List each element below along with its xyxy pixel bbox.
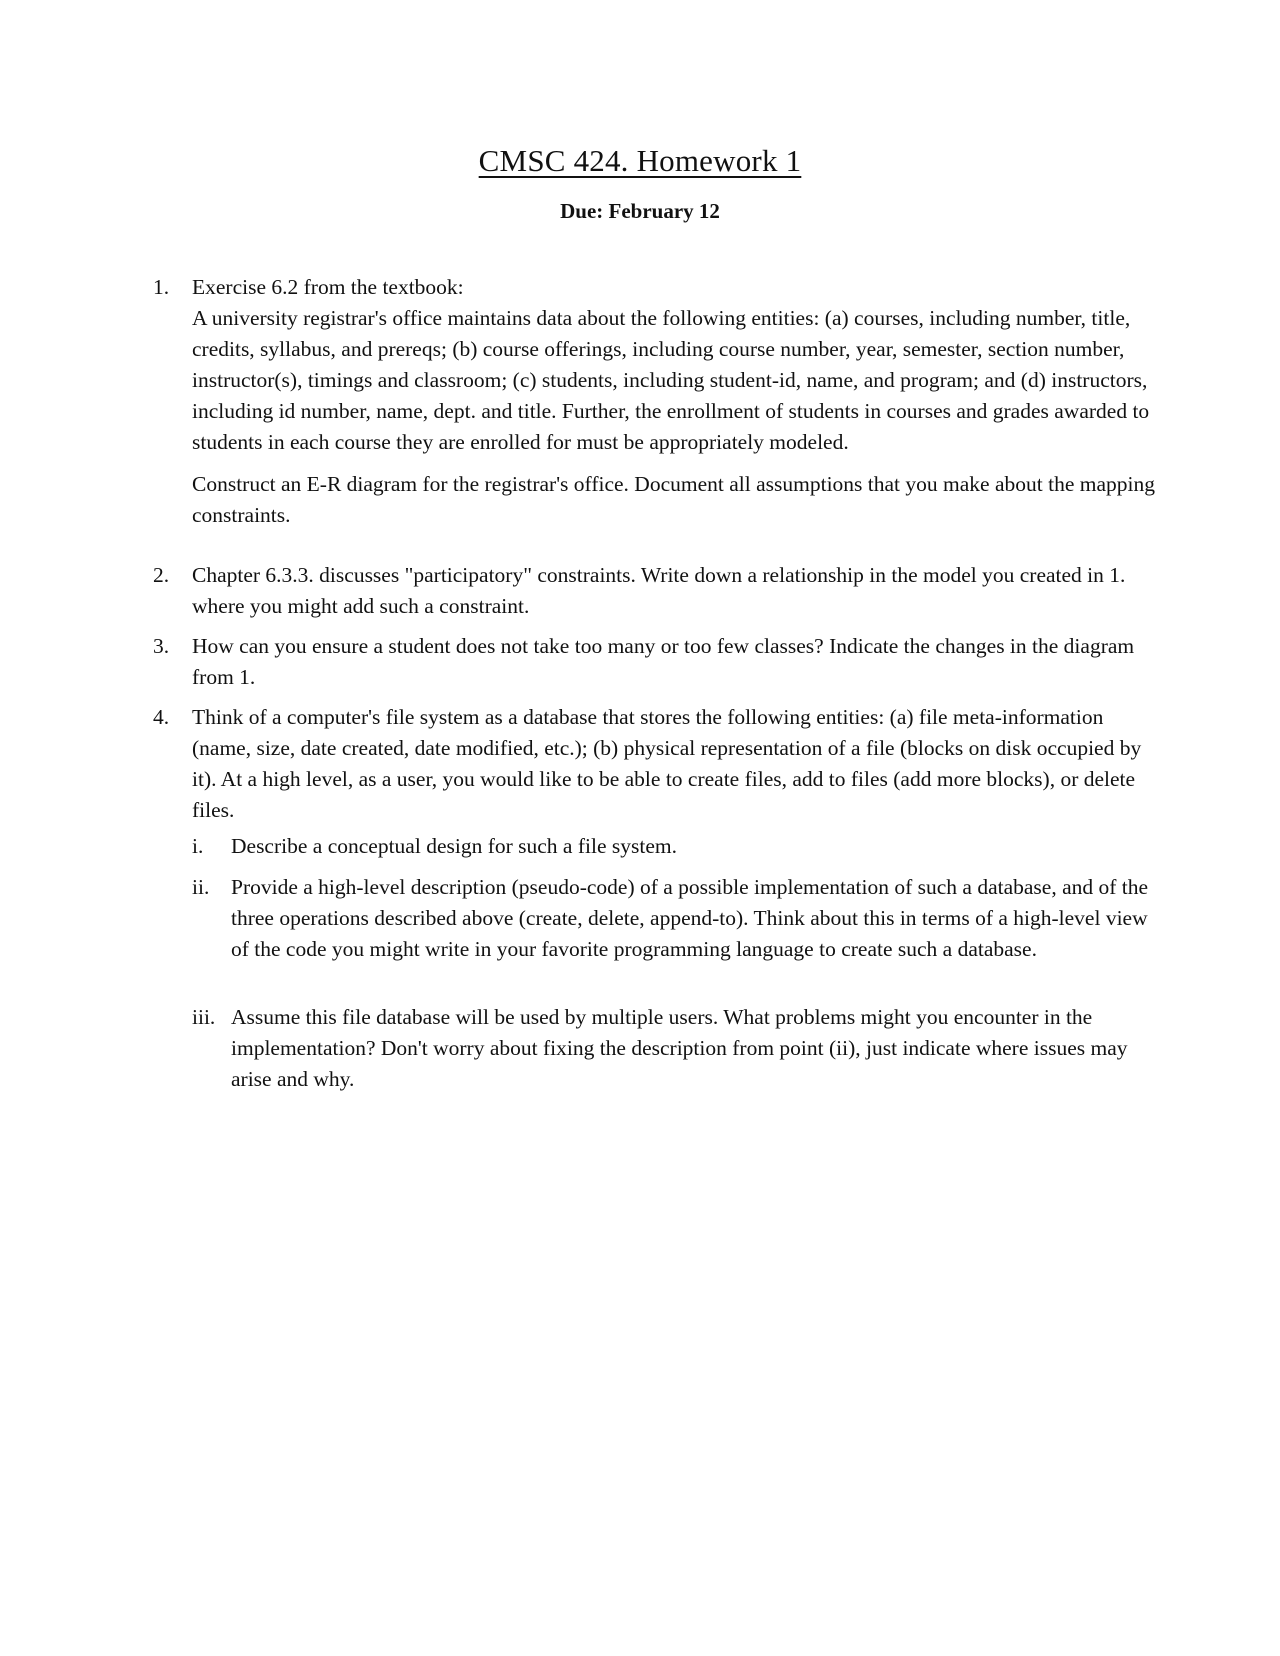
question-text: Chapter 6.3.3. discusses "participatory" constraints. Write down a relationship in the model you created in 1. where you might add such a constraint.	[192, 563, 1126, 618]
question-text: A university registrar's office maintains data about the following entities: (a) courses, including number, title, credits, syllabus, and prereqs; (b) course offerings, including course number, year, semester, section number, instructor(s), timings and classroom; (c) students, including student-id, name, and program; and (d) instructors, including id number, name, dept. and title. Further, the enrollment of students in courses and grades awarded to students in each course they are enrolled for must be appropriately modeled.	[192, 306, 1150, 454]
question-intro: Exercise 6.2 from the textbook:	[192, 275, 464, 299]
subitem-text: Assume this file database will be used by multiple users. What problems might you encounter in the implementation? Don't worry about fixing the description from point (ii), just indicate where issues may arise and why.	[231, 1005, 1128, 1091]
subitem-label: iii.	[192, 1005, 216, 1029]
question-text: How can you ensure a student does not take too many or too few classes? Indicate the changes in the diagram from 1.	[192, 634, 1135, 689]
subitem-label: i.	[192, 834, 204, 858]
subitem-label: ii.	[192, 875, 210, 899]
due-date: Due: February 12	[560, 199, 720, 223]
question-number: 1.	[153, 275, 170, 299]
question-number: 3.	[153, 634, 170, 658]
question-text: Think of a computer's file system as a database that stores the following entities: (a) file meta-information (name, size, date created, date modified, etc.); (b) physical representation of a file (blocks on disk occupied by it). At a high level, as a user, you would like to be able to create files, add to files (add more blocks), or delete files.	[192, 705, 1142, 822]
page-title: CMSC 424. Homework 1	[478, 143, 802, 178]
subitem-text: Provide a high-level description (pseudo-code) of a possible implementation of such a database, and of the three operations described above (create, delete, append-to). Think about this in terms of a high-level view of the code you might write in your favorite programming language to create such a database.	[231, 875, 1149, 961]
question-number: 2.	[153, 563, 170, 587]
question-followup: Construct an E-R diagram for the registrar's office. Document all assumptions that you make about the mapping constraints.	[192, 472, 1155, 527]
subitem-text: Describe a conceptual design for such a file system.	[231, 834, 677, 858]
question-body	[192, 272, 1162, 531]
question-number: 4.	[153, 705, 170, 729]
